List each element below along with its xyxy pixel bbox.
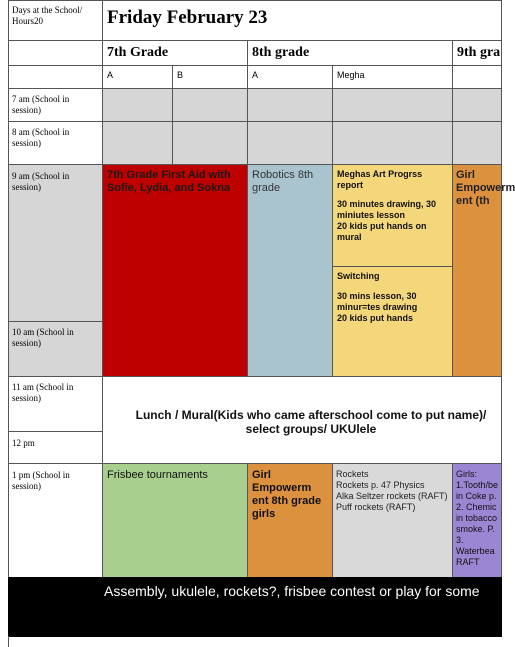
- girl-empowerment-8-block: Girl Empowerm ent 8th grade girls: [247, 463, 333, 578]
- subheader-megha: Megha: [332, 65, 453, 89]
- switching-block: [332, 266, 453, 377]
- grade-7-header: 7th Grade: [102, 40, 248, 66]
- subheader-7a: A: [102, 65, 173, 89]
- art-details: 30 minutes drawing, 30 miniutes lesson: [337, 199, 437, 220]
- grade-9-header: 9th gra: [452, 40, 502, 66]
- blank-cell: [8, 65, 103, 89]
- rockets-block: Rockets Rockets p. 47 Physics Alka Seltzer rockets (RAFT) Puff rockets (RAFT): [332, 463, 453, 578]
- first-aid-block: 7th Grade First Aid with Sofie, Lydia, and Sokna: [102, 164, 248, 377]
- empty-slot: [452, 121, 502, 165]
- lunch-block: Lunch / Mural(Kids who came afterschool come to put name)/ select groups/ UKUlele: [102, 376, 502, 464]
- art-progress-block: [332, 164, 453, 267]
- robotics-block: Robotics 8th grade: [247, 164, 333, 377]
- art-hands: 20 kids put hands on mural: [337, 221, 427, 242]
- time-8am: 8 am (School in session): [8, 121, 103, 165]
- empty-slot: [102, 88, 173, 122]
- time-12pm: 12 pm: [8, 431, 103, 464]
- page-title: Friday February 23: [102, 0, 502, 41]
- grade-8-header: 8th grade: [247, 40, 453, 66]
- blank-cell: [8, 40, 103, 66]
- empty-slot: [332, 88, 453, 122]
- time-10am: 10 am (School in session): [8, 321, 103, 377]
- empty-slot: [332, 121, 453, 165]
- time-1pm: 1 pm (School in session): [8, 463, 103, 578]
- corner-label: Days at the School/ Hours20: [8, 0, 103, 41]
- bottom-rule: [8, 636, 9, 647]
- empty-slot: [102, 121, 173, 165]
- art-title: Meghas Art Progrss report: [337, 169, 423, 190]
- time-11am: 11 am (School in session): [8, 376, 103, 432]
- switch-hands: 20 kids put hands: [337, 313, 414, 323]
- subheader-9: [452, 65, 502, 89]
- empty-slot: [452, 88, 502, 122]
- empty-slot: [247, 121, 333, 165]
- empty-slot: [172, 121, 248, 165]
- time-7am: 7 am (School in session): [8, 88, 103, 122]
- switch-title: Switching: [337, 271, 380, 281]
- subheader-7b: B: [172, 65, 248, 89]
- subheader-8a: A: [247, 65, 333, 89]
- girls-chemistry-block: Girls: 1.Tooth/be in Coke p. 2. Chemic in tobacco smoke. P. 3. Waterbea RAFT: [452, 463, 502, 578]
- empty-slot: [247, 88, 333, 122]
- empty-slot: [172, 88, 248, 122]
- girl-empowerment-9-block: Girl Empowerm ent (th: [452, 164, 502, 377]
- frisbee-block: Frisbee tournaments: [102, 463, 248, 578]
- assembly-banner: Assembly, ukulele, rockets?, frisbee contest or play for some: [8, 577, 502, 637]
- time-9am: 9 am (School in session): [8, 164, 103, 322]
- switch-details: 30 mins lesson, 30 minur=tes drawing: [337, 291, 418, 312]
